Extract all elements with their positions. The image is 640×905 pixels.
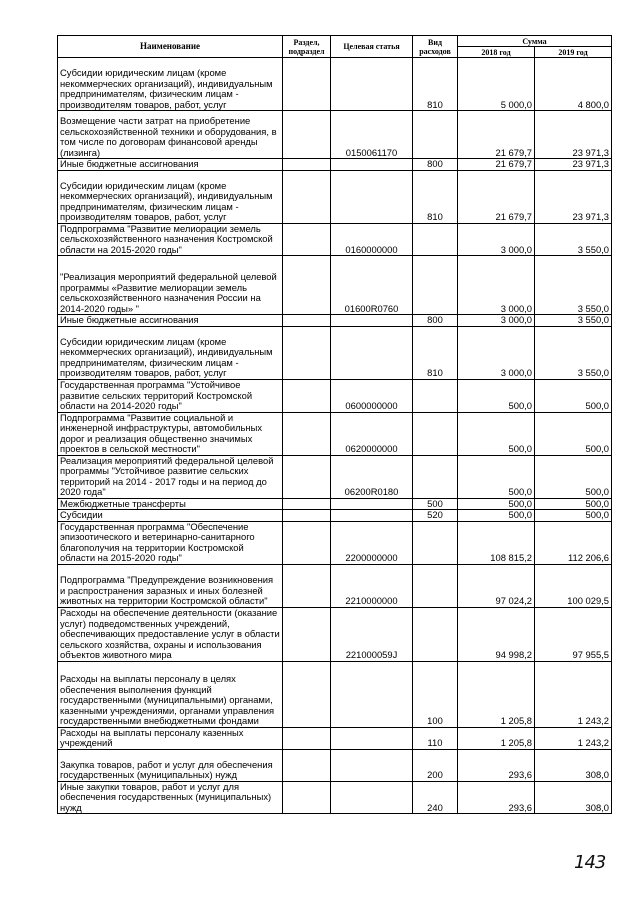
row-type-cell	[413, 223, 458, 256]
row-2018-cell: 500,0	[458, 455, 535, 498]
row-2019-cell: 100 029,5	[535, 564, 612, 607]
row-type-cell: 800	[413, 159, 458, 171]
table-row	[58, 170, 612, 223]
table-row	[58, 256, 612, 315]
table-row	[58, 510, 612, 522]
row-section-cell	[283, 749, 331, 781]
row-section-cell	[283, 498, 331, 510]
row-section-cell	[283, 510, 331, 522]
row-section-cell	[283, 379, 331, 412]
row-target-cell	[331, 170, 413, 223]
row-name-cell: Подпрограмма "Развитие социальной и инженерной инфраструктуры, автомобильных дорог и реализация общественно значимых проектов в сельской местности"	[58, 412, 283, 455]
row-name-cell: Подпрограмма "Предупреждение возникновения и распространения заразных и иных болезней животных на территории Костромской области"	[58, 564, 283, 607]
header-2018: 2018 год	[458, 47, 535, 58]
row-type-cell: 810	[413, 326, 458, 379]
row-name-cell: Субсидии	[58, 510, 283, 522]
row-target-cell	[331, 510, 413, 522]
table-row	[58, 521, 612, 564]
table-row	[58, 498, 612, 510]
row-name-cell: Субсидии юридическим лицам (кроме некоммерческих организаций), индивидуальным предпринимателям, физическим лицам - производителям товаров, работ, услуг	[58, 170, 283, 223]
row-name-cell: Иные бюджетные ассигнования	[58, 315, 283, 327]
row-2018-cell: 21 679,7	[458, 170, 535, 223]
table-row	[58, 412, 612, 455]
row-section-cell	[283, 455, 331, 498]
row-name-cell: "Реализация мероприятий федеральной целевой программы «Развитие мелиорации земель сельскохозяйственного назначения России на 2014-2020 годы» "	[58, 256, 283, 315]
header-name: Наименование	[58, 36, 283, 58]
row-2018-cell: 3 000,0	[458, 315, 535, 327]
row-2018-cell: 21 679,7	[458, 111, 535, 159]
row-target-cell: 01600R0760	[331, 256, 413, 315]
table-row	[58, 455, 612, 498]
table-row	[58, 315, 612, 327]
row-2019-cell: 23 971,3	[535, 170, 612, 223]
row-2019-cell: 500,0	[535, 455, 612, 498]
header-2019: 2019 год	[535, 47, 612, 58]
row-name-cell: Реализация мероприятий федеральной целевой программы "Устойчивое развитие сельских территорий на 2014 - 2017 годы и на период до 2020 года"	[58, 455, 283, 498]
row-2019-cell: 1 243,2	[535, 727, 612, 749]
table-row	[58, 223, 612, 256]
row-type-cell: 200	[413, 749, 458, 781]
row-name-cell: Государственная программа "Обеспечение эпизоотического и ветеринарно-санитарного благополучия на территории Костромской области на 2015-2020 годы"	[58, 521, 283, 564]
row-target-cell: 0150061170	[331, 111, 413, 159]
row-2019-cell: 23 971,3	[535, 111, 612, 159]
row-2019-cell: 500,0	[535, 379, 612, 412]
row-type-cell: 240	[413, 781, 458, 814]
row-type-cell: 100	[413, 661, 458, 727]
row-target-cell: 06200R0180	[331, 455, 413, 498]
row-name-cell: Государственная программа "Устойчивое развитие сельских территорий Костромской области на 2014-2020 годы"	[58, 379, 283, 412]
row-name-cell: Подпрограмма "Развитие мелиорации земель сельскохозяйственного назначения Костромской области на 2015-2020 годы"	[58, 223, 283, 256]
row-2018-cell: 3 000,0	[458, 223, 535, 256]
row-name-cell: Расходы на выплаты персоналу казенных учреждений	[58, 727, 283, 749]
row-2018-cell: 293,6	[458, 781, 535, 814]
table-body	[58, 58, 612, 814]
header-section: Раздел, подраздел	[283, 36, 331, 58]
row-type-cell: 500	[413, 498, 458, 510]
row-type-cell: 800	[413, 315, 458, 327]
table-row	[58, 159, 612, 171]
row-target-cell	[331, 749, 413, 781]
row-target-cell	[331, 315, 413, 327]
table-row	[58, 111, 612, 159]
row-target-cell	[331, 326, 413, 379]
row-2018-cell: 500,0	[458, 498, 535, 510]
page-number: 143	[574, 852, 606, 873]
row-2018-cell: 3 000,0	[458, 256, 535, 315]
row-2018-cell: 1 205,8	[458, 661, 535, 727]
header-sum: Сумма	[458, 36, 612, 47]
row-name-cell: Иные бюджетные ассигнования	[58, 159, 283, 171]
row-section-cell	[283, 315, 331, 327]
header-type: Вид расходов	[413, 36, 458, 58]
row-2019-cell: 3 550,0	[535, 256, 612, 315]
row-section-cell	[283, 661, 331, 727]
row-name-cell: Расходы на обеспечение деятельности (оказание услуг) подведомственных учреждений, обеспечивающих предоставление услуг в области сельского хозяйства, охраны и использования объектов животного мира	[58, 607, 283, 661]
row-2018-cell: 500,0	[458, 510, 535, 522]
row-target-cell: 0160000000	[331, 223, 413, 256]
row-2018-cell: 3 000,0	[458, 326, 535, 379]
row-section-cell	[283, 781, 331, 814]
row-type-cell	[413, 521, 458, 564]
row-name-cell: Закупка товаров, работ и услуг для обеспечения государственных (муниципальных) нужд	[58, 749, 283, 781]
row-type-cell: 110	[413, 727, 458, 749]
row-2018-cell: 500,0	[458, 379, 535, 412]
table-row	[58, 379, 612, 412]
row-2018-cell: 97 024,2	[458, 564, 535, 607]
row-2019-cell: 500,0	[535, 498, 612, 510]
table-row	[58, 727, 612, 749]
table-row	[58, 749, 612, 781]
row-2019-cell: 308,0	[535, 781, 612, 814]
row-name-cell: Субсидии юридическим лицам (кроме некоммерческих организаций), индивидуальным предпринимателям, физическим лицам - производителям товаров, работ, услуг	[58, 326, 283, 379]
row-2019-cell: 97 955,5	[535, 607, 612, 661]
row-name-cell: Иные закупки товаров, работ и услуг для обеспечения государственных (муниципальных) нужд	[58, 781, 283, 814]
row-type-cell	[413, 455, 458, 498]
row-type-cell	[413, 412, 458, 455]
table-row	[58, 564, 612, 607]
row-2018-cell: 21 679,7	[458, 159, 535, 171]
row-name-cell: Субсидии юридическим лицам (кроме некоммерческих организаций), индивидуальным предпринимателям, физическим лицам - производителям товаров, работ, услуг	[58, 58, 283, 111]
row-section-cell	[283, 412, 331, 455]
table-row	[58, 607, 612, 661]
table-row	[58, 326, 612, 379]
row-2019-cell: 4 800,0	[535, 58, 612, 111]
row-2019-cell: 3 550,0	[535, 223, 612, 256]
row-type-cell: 520	[413, 510, 458, 522]
row-section-cell	[283, 170, 331, 223]
budget-table	[57, 35, 612, 814]
row-target-cell	[331, 498, 413, 510]
row-type-cell	[413, 111, 458, 159]
row-section-cell	[283, 111, 331, 159]
row-2019-cell: 1 243,2	[535, 661, 612, 727]
table-row	[58, 661, 612, 727]
row-type-cell: 810	[413, 58, 458, 111]
row-2019-cell: 308,0	[535, 749, 612, 781]
row-section-cell	[283, 326, 331, 379]
row-target-cell	[331, 159, 413, 171]
row-target-cell: 2210000000	[331, 564, 413, 607]
row-section-cell	[283, 727, 331, 749]
row-2019-cell: 112 206,6	[535, 521, 612, 564]
row-target-cell: 0600000000	[331, 379, 413, 412]
row-2019-cell: 500,0	[535, 510, 612, 522]
row-name-cell: Межбюджетные трансферты	[58, 498, 283, 510]
row-target-cell	[331, 58, 413, 111]
row-target-cell	[331, 781, 413, 814]
row-2019-cell: 3 550,0	[535, 315, 612, 327]
row-type-cell	[413, 379, 458, 412]
row-2018-cell: 500,0	[458, 412, 535, 455]
row-section-cell	[283, 223, 331, 256]
row-target-cell: 221000059J	[331, 607, 413, 661]
row-section-cell	[283, 564, 331, 607]
row-2019-cell: 3 550,0	[535, 326, 612, 379]
row-section-cell	[283, 256, 331, 315]
row-type-cell	[413, 564, 458, 607]
row-target-cell	[331, 727, 413, 749]
row-2019-cell: 500,0	[535, 412, 612, 455]
row-name-cell: Возмещение части затрат на приобретение сельскохозяйственной техники и оборудования, в том числе по договорам финансовой аренды (лизинга)	[58, 111, 283, 159]
row-target-cell	[331, 661, 413, 727]
header-target: Целевая статья	[331, 36, 413, 58]
table-row	[58, 781, 612, 814]
row-2018-cell: 5 000,0	[458, 58, 535, 111]
row-2018-cell: 293,6	[458, 749, 535, 781]
row-section-cell	[283, 159, 331, 171]
row-2018-cell: 94 998,2	[458, 607, 535, 661]
row-target-cell: 0620000000	[331, 412, 413, 455]
row-target-cell: 2200000000	[331, 521, 413, 564]
table-row	[58, 58, 612, 111]
row-type-cell	[413, 256, 458, 315]
row-type-cell	[413, 607, 458, 661]
row-section-cell	[283, 521, 331, 564]
row-2018-cell: 1 205,8	[458, 727, 535, 749]
row-name-cell: Расходы на выплаты персоналу в целях обеспечения выполнения функций государственными (муниципальными) органами, казенными учреждениями, органами управления государственными внебюджетными фондами	[58, 661, 283, 727]
row-section-cell	[283, 58, 331, 111]
row-type-cell: 810	[413, 170, 458, 223]
row-2019-cell: 23 971,3	[535, 159, 612, 171]
row-2018-cell: 108 815,2	[458, 521, 535, 564]
row-section-cell	[283, 607, 331, 661]
